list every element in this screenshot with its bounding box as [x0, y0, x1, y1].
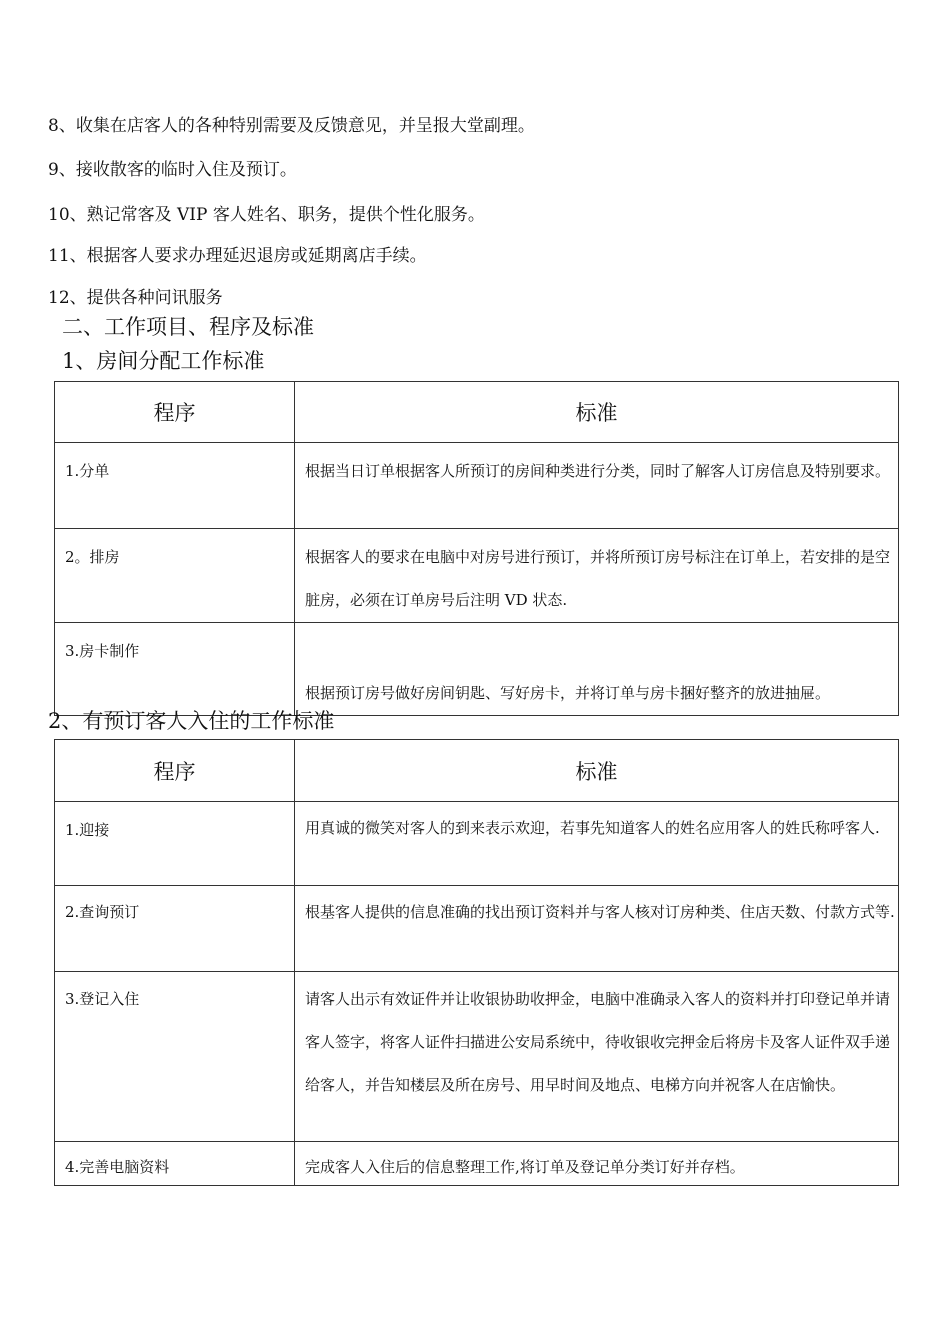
- procedure-cell: 4.完善电脑资料: [65, 1158, 170, 1176]
- header-procedure: 程序: [55, 740, 295, 802]
- duty-item-8: 8、收集在店客人的各种特别需要及反馈意见，并呈报大堂副理。: [48, 116, 535, 136]
- standard-cell: 根据当日订单根据客人所预订的房间种类进行分类，同时了解客人订房信息及特别要求。: [295, 443, 899, 529]
- procedure-cell: 2.查询预订: [65, 903, 140, 921]
- table-row: [55, 972, 899, 1142]
- checkin-table: [54, 739, 899, 1186]
- table-row: [55, 886, 899, 972]
- section-heading: 二、工作项目、程序及标准: [62, 315, 314, 339]
- standard-cell: 根基客人提供的信息准确的找出预订资料并与客人核对订房种类、住店天数、付款方式等.: [295, 886, 899, 972]
- standard-cell: 完成客人入住后的信息整理工作,将订单及登记单分类订好并存档。: [295, 1142, 899, 1186]
- header-standard: 标准: [295, 740, 899, 802]
- duty-item-11: 11、根据客人要求办理延迟退房或延期离店手续。: [48, 246, 427, 266]
- table1-title: 1、房间分配工作标准: [62, 349, 265, 373]
- procedure-cell: 3.登记入住: [65, 990, 140, 1008]
- procedure-cell: 3.房卡制作: [65, 642, 140, 660]
- table-row: [55, 529, 899, 623]
- standard-cell: 根据预订房号做好房间钥匙、写好房卡，并将订单与房卡捆好整齐的放进抽屉。: [295, 623, 899, 716]
- table2-title: 2、有预订客人入住的工作标准: [48, 709, 335, 733]
- duty-item-12: 12、提供各种问讯服务: [48, 288, 223, 308]
- procedure-cell: 1.分单: [65, 462, 110, 480]
- procedure-cell: 2。排房: [65, 548, 120, 566]
- header-procedure: 程序: [55, 382, 295, 443]
- table-header-row: [55, 382, 899, 443]
- standard-cell: 请客人出示有效证件并让收银协助收押金，电脑中准确录入客人的资料并打印登记单并请客人签字，将客人证件扫描进公安局系统中，待收银收完押金后将房卡及客人证件双手递给客人，并告知楼层及所在房号、用早时间及地点、电梯方向并祝客人在店愉快。: [295, 972, 899, 1142]
- duty-item-9: 9、接收散客的临时入住及预订。: [48, 160, 297, 180]
- table-row: [55, 443, 899, 529]
- table-header-row: [55, 740, 899, 802]
- procedure-cell: 1.迎接: [65, 821, 110, 839]
- table-row: [55, 802, 899, 886]
- table-row: [55, 1142, 899, 1186]
- room-assignment-table: [54, 381, 899, 716]
- table-row: [55, 623, 899, 716]
- standard-cell: 用真诚的微笑对客人的到来表示欢迎，若事先知道客人的姓名应用客人的姓氏称呼客人.: [295, 802, 899, 886]
- standard-cell: 根据客人的要求在电脑中对房号进行预订，并将所预订房号标注在订单上，若安排的是空脏房，必须在订单房号后注明 VD 状态.: [295, 529, 899, 623]
- duty-item-10: 10、熟记常客及 VIP 客人姓名、职务，提供个性化服务。: [48, 205, 485, 225]
- header-standard: 标准: [295, 382, 899, 443]
